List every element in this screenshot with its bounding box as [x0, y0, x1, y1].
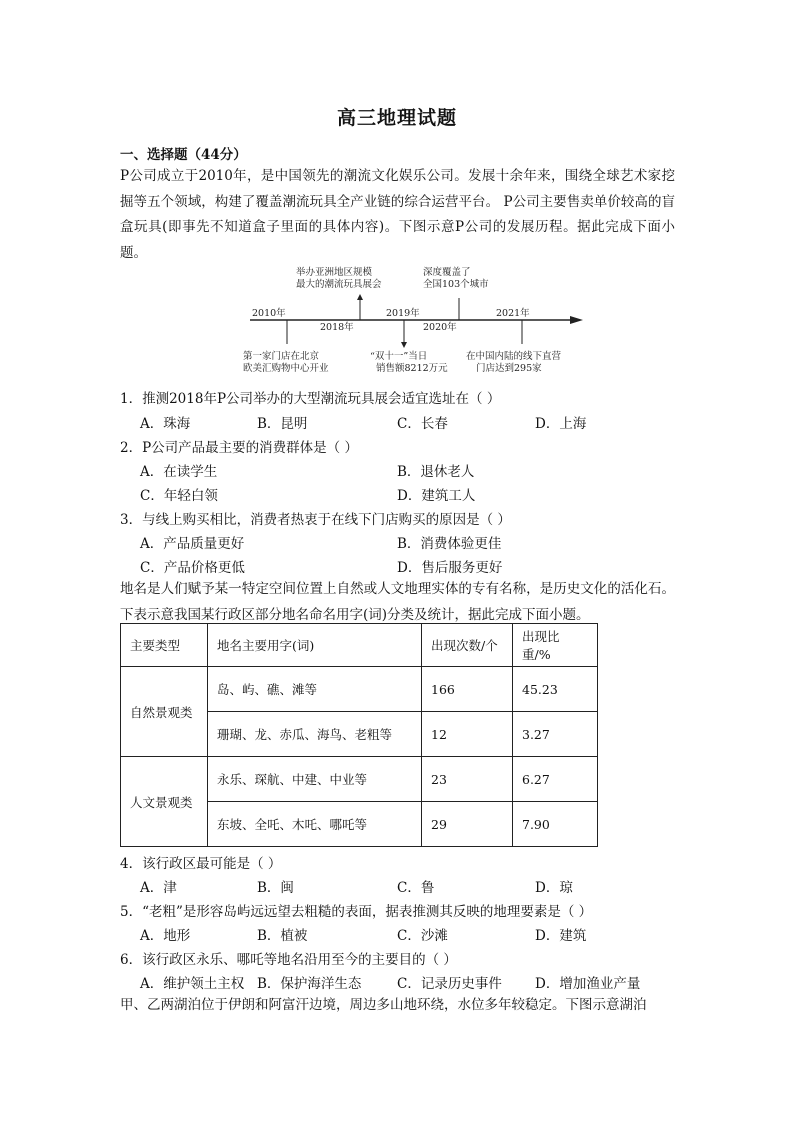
- year-2021: 2021年: [496, 308, 530, 319]
- question-2: 2．P公司产品最主要的消费群体是（ ）: [120, 440, 358, 456]
- question-6: 6．该行政区永乐、哪吒等地名沿用至今的主要目的（ ）: [120, 952, 457, 968]
- question-4: 4．该行政区最可能是（ ）: [120, 856, 282, 872]
- table-header: 出现次数/个: [422, 624, 513, 667]
- event-2018-line1: 举办亚洲地区规模: [296, 267, 373, 278]
- place-name-table: [120, 623, 598, 847]
- q6-option-a[interactable]: A．维护领土主权: [140, 976, 245, 992]
- q4-option-b[interactable]: B．闽: [257, 880, 294, 896]
- connector-2018-arrow: [357, 294, 363, 300]
- table-cell: 6.27: [513, 757, 598, 802]
- table-cell: 东坡、全吒、木吒、哪吒等: [208, 802, 422, 847]
- table-header: 主要类型: [121, 624, 208, 667]
- q5-option-b[interactable]: B．植被: [257, 928, 308, 944]
- q2-option-d[interactable]: D．建筑工人: [397, 488, 476, 504]
- table-cell: 7.90: [513, 802, 598, 847]
- table-cell: 岛、屿、礁、滩等: [208, 667, 422, 712]
- table-row: [121, 667, 598, 712]
- q3-option-c[interactable]: C．产品价格更低: [140, 560, 245, 576]
- q3-option-a[interactable]: A．产品质量更好: [140, 536, 245, 552]
- event-2021-line2: 门店达到295家: [476, 363, 542, 374]
- table-header: 出现比重/%: [513, 624, 598, 667]
- q1-option-a[interactable]: A．珠海: [140, 416, 191, 432]
- event-2020-line2: 全国103个城市: [423, 279, 489, 290]
- table-cell: 3.27: [513, 712, 598, 757]
- q5-option-c[interactable]: C．沙滩: [397, 928, 448, 944]
- question-5: 5．“老粗”是形容岛屿远远望去粗糙的表面，据表推测其反映的地理要素是（ ）: [120, 904, 593, 920]
- q2-option-c[interactable]: C．年轻白领: [140, 488, 218, 504]
- q4-option-c[interactable]: C．鲁: [397, 880, 435, 896]
- table-cell: 12: [422, 712, 513, 757]
- table-header-row: [121, 624, 598, 667]
- table-cell: 45.23: [513, 667, 598, 712]
- q6-option-d[interactable]: D．增加渔业产量: [535, 976, 641, 992]
- q3-option-d[interactable]: D．售后服务更好: [397, 560, 503, 576]
- q4-option-d[interactable]: D．琼: [535, 880, 573, 896]
- connector-2019-arrow: [401, 342, 407, 348]
- timeline-arrowhead: [570, 316, 583, 324]
- event-2010-line1: 第一家门店在北京: [243, 351, 320, 362]
- table-cell: 珊瑚、龙、赤瓜、海鸟、老粗等: [208, 712, 422, 757]
- table-type-cell: 自然景观类: [121, 667, 208, 757]
- q6-option-b[interactable]: B．保护海洋生态: [257, 976, 362, 992]
- section-heading: 一、选择题（44分）: [120, 147, 247, 163]
- question-3: 3．与线上购买相比，消费者热衷于在线下门店购买的原因是（ ）: [120, 512, 511, 528]
- table-cell: 166: [422, 667, 513, 712]
- year-2018: 2018年: [320, 322, 354, 333]
- intro-paragraph-3: 甲、乙两湖泊位于伊朗和阿富汗边境，周边多山地环绕，水位多年较稳定。下图示意湖泊: [120, 997, 647, 1013]
- table-header: 地名主要用字(词): [208, 624, 422, 667]
- q3-option-b[interactable]: B．消费体验更佳: [397, 536, 502, 552]
- table-type-cell: 人文景观类: [121, 757, 208, 847]
- event-2020-line1: 深度覆盖了: [423, 267, 471, 278]
- q5-option-d[interactable]: D．建筑: [535, 928, 587, 944]
- q5-option-a[interactable]: A．地形: [140, 928, 191, 944]
- intro-paragraph-1: P公司成立于2010年，是中国领先的潮流文化娱乐公司。发展十余年来，围绕全球艺术家挖掘等五个领域，构建了覆盖潮流玩具全产业链的综合运营平台。 P公司主要售卖单价较高的盲盒玩具(即事先不知道盒子里面的具体内容)。下图示意P公司的发展历程。据此完成下面小题。: [120, 168, 675, 261]
- q4-option-a[interactable]: A．津: [140, 880, 177, 896]
- intro-paragraph-2: 地名是人们赋予某一特定空间位置上自然或人文地理实体的专有名称，是历史文化的活化石。下表示意我国某行政区部分地名命名用字(词)分类及统计，据此完成下面小题。: [120, 581, 675, 623]
- year-2010: 2010年: [252, 308, 286, 319]
- event-2019-line2: 销售额8212万元: [376, 363, 448, 374]
- event-2010-line2: 欧美汇购物中心开业: [243, 363, 329, 374]
- year-2019: 2019年: [386, 308, 420, 319]
- page-title: 高三地理试题: [336, 107, 457, 129]
- table-cell: 永乐、琛航、中建、中业等: [208, 757, 422, 802]
- year-2020: 2020年: [423, 322, 457, 333]
- q2-option-b[interactable]: B．退休老人: [397, 464, 475, 480]
- q2-option-a[interactable]: A．在读学生: [140, 464, 218, 480]
- event-2018-line2: 最大的潮流玩具展会: [296, 279, 382, 290]
- event-2019-line1: “双十一”当日: [370, 351, 428, 362]
- q1-option-d[interactable]: D．上海: [535, 416, 587, 432]
- table-cell: 23: [422, 757, 513, 802]
- q6-option-c[interactable]: C．记录历史事件: [397, 976, 502, 992]
- event-2021-line1: 在中国内陆的线下直营: [466, 351, 562, 362]
- table-row: [121, 757, 598, 802]
- q1-option-b[interactable]: B．昆明: [257, 416, 308, 432]
- timeline-diagram: [240, 262, 590, 377]
- q1-option-c[interactable]: C．长春: [397, 416, 448, 432]
- table-cell: 29: [422, 802, 513, 847]
- question-1: 1．推测2018年P公司举办的大型潮流玩具展会适宜选址在（ ）: [120, 391, 501, 407]
